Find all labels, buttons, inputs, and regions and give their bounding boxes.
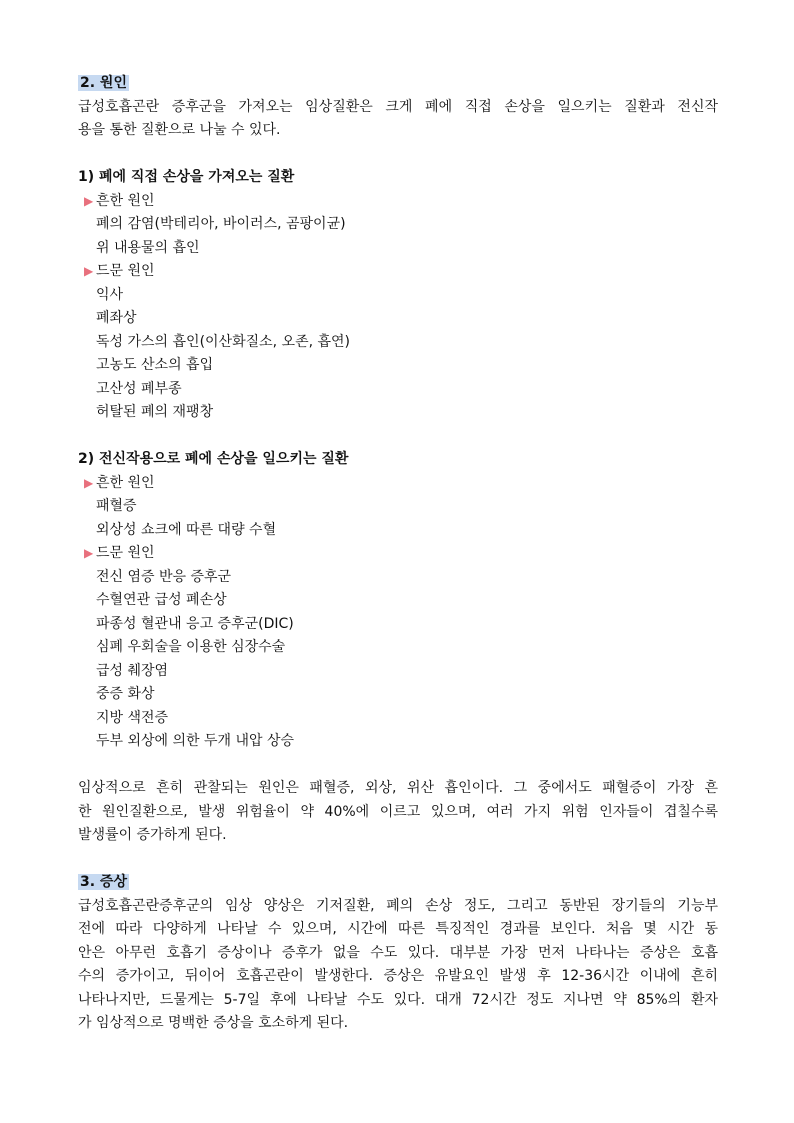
list-item: 폐좌상 bbox=[96, 310, 137, 326]
list-item: 파종성 혈관내 응고 증후군(DIC) bbox=[96, 615, 294, 632]
body-line: 전에 따라 다양하게 나타날 수 있으며, 시간에 따른 특징적인 경과를 보인다. 처음 몇 시간 동 bbox=[78, 921, 718, 937]
summary-line: 발생률이 증가하게 된다. bbox=[78, 827, 227, 843]
body-line: 가 임상적으로 명백한 증상을 호소하게 된다. bbox=[78, 1015, 349, 1031]
body-line: 안은 아무런 호흡기 증상이나 증후가 없을 수도 있다. 대부분 가장 먼저 나타나는 증상은 호흡 bbox=[78, 944, 718, 961]
list-item: 고산성 폐부종 bbox=[96, 380, 182, 397]
heading-highlight: 2. 원인 bbox=[80, 75, 127, 91]
triangle-right-icon: ▶ bbox=[84, 264, 94, 278]
body-line: 수의 증가이고, 뒤이어 호흡곤란이 발생한다. 증상은 유발요인 발생 후 12-36시간 이내에 흔히 bbox=[78, 968, 718, 984]
bullet-label: 드문 원인 bbox=[96, 545, 155, 561]
summary-line: 한 원인질환으로, 발생 위험율이 약 40%에 이르고 있으며, 여러 가지 위험 인자들이 겹칠수록 bbox=[78, 803, 718, 820]
group-title-direct-lung-injury: 1) 폐에 직접 손상을 가져오는 질환 bbox=[78, 169, 295, 185]
list-item: 위 내용물의 흡인 bbox=[96, 239, 200, 256]
spacer bbox=[78, 848, 718, 872]
group-title-systemic-injury: 2) 전신작용으로 폐에 손상을 일으키는 질환 bbox=[78, 451, 349, 467]
list-item: 전신 염증 반응 증후군 bbox=[96, 568, 232, 585]
list-item: 수혈연관 급성 폐손상 bbox=[96, 592, 227, 608]
triangle-right-icon: ▶ bbox=[84, 475, 94, 490]
section-heading-symptoms bbox=[78, 871, 718, 895]
list-item: 익사 bbox=[96, 286, 124, 303]
spacer bbox=[78, 143, 718, 167]
bullet-common-causes bbox=[78, 190, 718, 214]
body-line: 나타나지만, 드물게는 5-7일 후에 나타날 수도 있다. 대개 72시간 정도 지나면 약 85%의 환자 bbox=[78, 991, 718, 1008]
spacer bbox=[78, 425, 718, 449]
list-item: 고농도 산소의 흡입 bbox=[96, 357, 214, 373]
intro-line: 용을 통한 질환으로 나눌 수 있다. bbox=[78, 122, 281, 138]
triangle-right-icon: ▶ bbox=[84, 546, 94, 560]
bullet-label: 흔한 원인 bbox=[96, 192, 155, 209]
bullet-label: 드문 원인 bbox=[96, 263, 155, 279]
spacer bbox=[78, 754, 718, 778]
list-item: 급성 췌장염 bbox=[96, 662, 169, 679]
list-item: 독성 가스의 흡인(이산화질소, 오존, 흡연) bbox=[96, 333, 351, 350]
triangle-right-icon: ▶ bbox=[84, 193, 94, 208]
section-heading-causes bbox=[78, 72, 718, 96]
list-item: 패혈증 bbox=[96, 498, 137, 514]
bullet-common-causes bbox=[78, 472, 718, 496]
bullet-rare-causes bbox=[78, 542, 718, 566]
list-item: 폐의 감염(박테리아, 바이러스, 곰팡이균) bbox=[96, 216, 346, 232]
bullet-label: 흔한 원인 bbox=[96, 474, 155, 491]
summary-line: 임상적으로 흔히 관찰되는 원인은 패혈증, 외상, 위산 흡인이다. 그 중에서도 패혈증이 가장 흔 bbox=[78, 780, 718, 796]
list-item: 외상성 쇼크에 따른 대량 수혈 bbox=[96, 521, 277, 538]
body-line: 급성호흡곤란증후군의 임상 양상은 기저질환, 폐의 손상 정도, 그리고 동반된 장기들의 기능부 bbox=[78, 897, 718, 914]
document-page bbox=[78, 72, 718, 1036]
intro-line: 급성호흡곤란 증후군을 가져오는 임상질환은 크게 폐에 직접 손상을 일으키는 질환과 전신작 bbox=[78, 98, 718, 115]
list-item: 중증 화상 bbox=[96, 686, 155, 702]
heading-highlight: 3. 증상 bbox=[80, 874, 127, 890]
list-item: 허탈된 폐의 재팽창 bbox=[96, 404, 214, 420]
list-item: 심폐 우회술을 이용한 심장수술 bbox=[96, 639, 286, 655]
bullet-rare-causes bbox=[78, 260, 718, 284]
list-item: 지방 색전증 bbox=[96, 709, 169, 726]
list-item: 두부 외상에 의한 두개 내압 상승 bbox=[96, 733, 295, 749]
